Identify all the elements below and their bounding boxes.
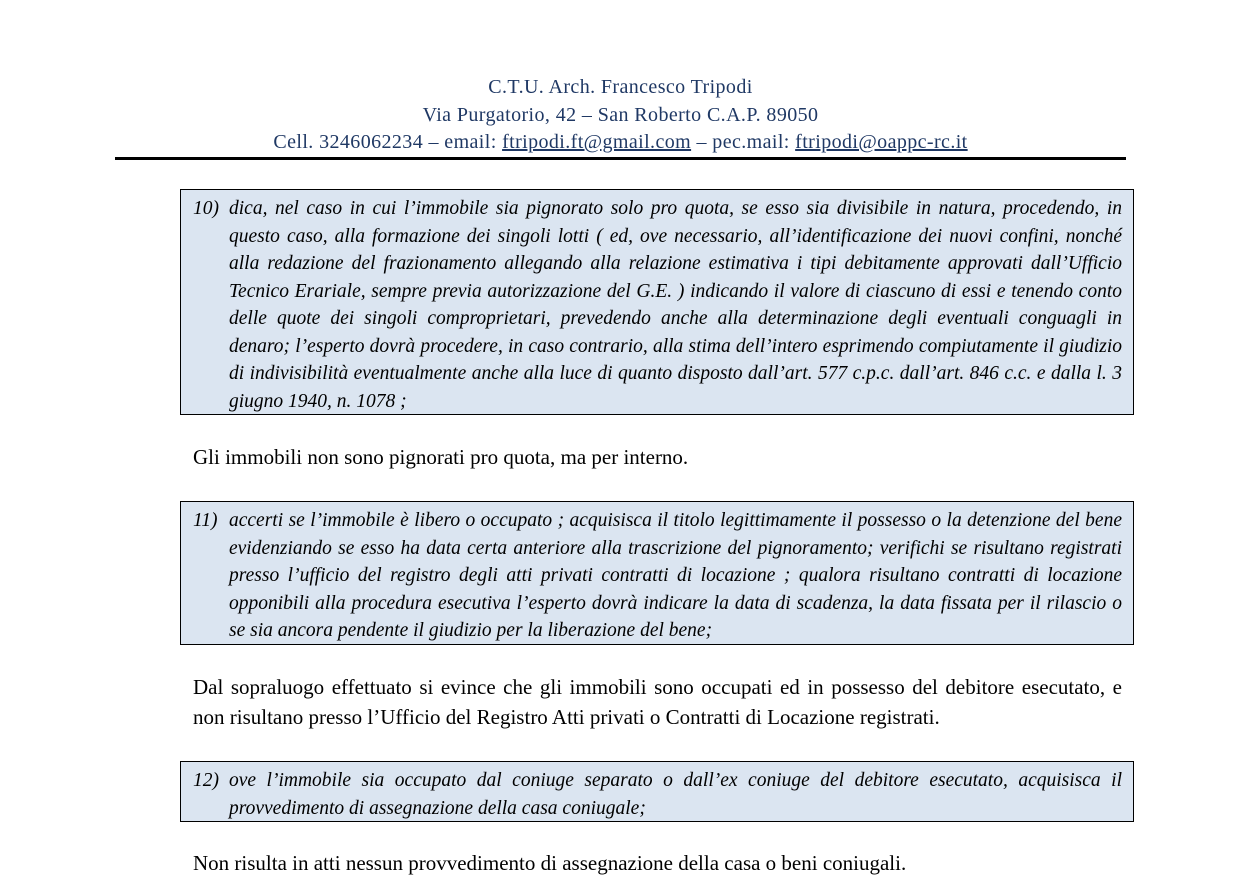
header-divider <box>115 157 1126 160</box>
contacts-phone: Cell. 3246062234 – email: <box>273 131 503 153</box>
question-text: dica, nel caso in cui l’immobile sia pignorato solo pro quota, se esso sia divisibile in natura, procedendo, in questo caso, alla formazione dei singoli lotti ( ed, ove necessario, all’identificazione dei nuovi confini, nonché alla redazione del frazionamento allegando alla relazione estimativa i tipi debitamente approvati dall’Ufficio Tecnico Erariale, sempre previa autorizzazione del G.E. ) indicando il valore di ciascuno di essi e tenendo conto delle quote dei singoli comproprietari, prevedendo anche alla determinazione degli eventuali conguagli in denaro; l’esperto dovrà procedere, in caso contrario, alla stima dell’intero esprimendo compiutamente il giudizio di indivisibilità eventualmente anche alla luce di quanto disposto dall’art. 577 c.p.c. dall’art. 846 c.c. e dalla l. 3 giugno 1940, n. 1078 ; <box>229 198 1122 412</box>
letterhead-address: Via Purgatorio, 42 – San Roberto C.A.P. 89050 <box>422 103 819 126</box>
question-box-12 <box>180 761 1134 822</box>
answer-paragraph-11: Dal sopraluogo effettuato si evince che gli immobili sono occupati ed in possesso del debitore esecutato, e non risultano presso l’Ufficio del Registro Atti privati o Contratti di Locazione registrati. <box>193 675 1122 729</box>
question-text: ove l’immobile sia occupato dal coniuge separato o dall’ex coniuge del debitore esecutato, acquisisca il provvedimento di assegnazione della casa coniugale; <box>229 770 1122 819</box>
contacts-separator: – pec.mail: <box>691 131 796 153</box>
question-number: 12) <box>193 770 219 791</box>
letterhead-name: C.T.U. Arch. Francesco Tripodi <box>488 76 753 98</box>
email-link[interactable]: ftripodi.ft@gmail.com <box>502 131 692 153</box>
answer-paragraph-12: Non risulta in atti nessun provvedimento di assegnazione della casa o beni coniugali. <box>193 851 907 875</box>
letterhead <box>115 74 1126 157</box>
question-number: 11) <box>193 510 218 531</box>
question-text: accerti se l’immobile è libero o occupato ; acquisisca il titolo legittimamente il possesso o la detenzione del bene evidenziando se esso ha data certa anteriore alla trascrizione del pignoramento; verifichi se risultano registrati presso l’ufficio del registro degli atti privati contratti di locazione ; qualora risultano contratti di locazione opponibili alla procedura esecutiva l’esperto dovrà indicare la data di scadenza, la data fissata per il rilascio o se sia ancora pendente il giudizio per la liberazione del bene; <box>229 510 1122 641</box>
pec-link[interactable]: ftripodi@oappc-rc.it <box>795 131 968 153</box>
question-number: 10) <box>193 198 219 219</box>
question-box-11 <box>180 501 1134 645</box>
answer-paragraph-10: Gli immobili non sono pignorati pro quota, ma per interno. <box>193 445 689 469</box>
letterhead-contacts <box>115 129 1126 157</box>
question-box-10 <box>180 189 1134 415</box>
